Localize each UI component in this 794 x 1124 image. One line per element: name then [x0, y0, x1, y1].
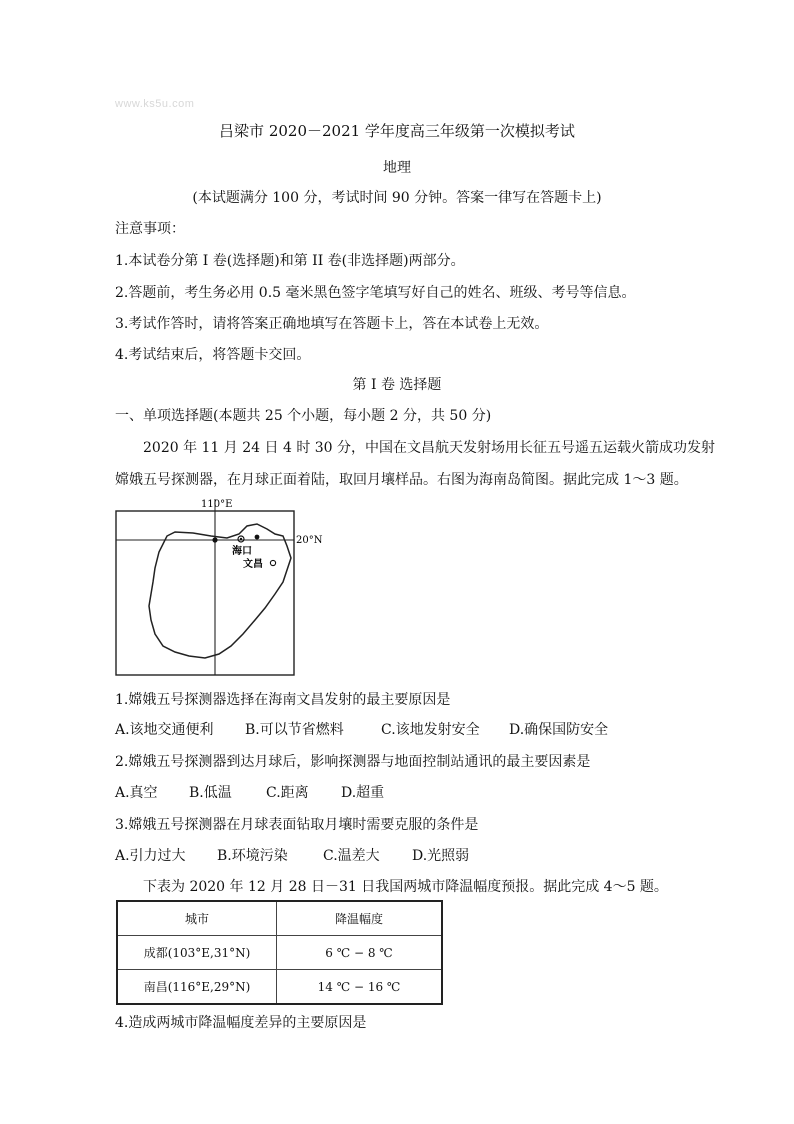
cooling-table	[116, 900, 443, 1005]
exam-subject: 地理	[383, 160, 411, 176]
option: D.光照弱	[412, 848, 470, 864]
wenchang-label: 文昌	[243, 559, 263, 570]
watermark: www.ks5u.com	[115, 98, 195, 110]
option: B.可以节省燃料	[245, 722, 344, 738]
table-cell: 南昌(116°E,29°N)	[117, 970, 277, 1005]
lat-label: 20°N	[296, 535, 323, 546]
point-marker	[212, 537, 217, 542]
wenchang-marker	[270, 560, 275, 565]
table-header-row	[117, 901, 442, 936]
question-stem: 4.造成两城市降温幅度差异的主要原因是	[115, 1015, 367, 1031]
question-stem: 3.嫦娥五号探测器在月球表面钻取月壤时需要克服的条件是	[115, 817, 479, 833]
question-stem: 2.嫦娥五号探测器到达月球后，影响探测器与地面控制站通讯的最主要因素是	[115, 754, 591, 770]
lon-label: 110°E	[201, 499, 233, 510]
intro-paragraph: 嫦娥五号探测器，在月球正面着陆，取回月壤样品。右图为海南岛简图。据此完成 1～3 题。	[115, 472, 688, 488]
question-stem: 1.嫦娥五号探测器选择在海南文昌发射的最主要原因是	[115, 692, 451, 708]
notice-item: 1.本试卷分第 I 卷(选择题)和第 II 卷(非选择题)两部分。	[115, 253, 465, 269]
notice-heading: 注意事项：	[115, 221, 185, 237]
option: C.温差大	[323, 848, 380, 864]
option: C.该地发射安全	[381, 722, 480, 738]
hainan-map	[115, 496, 323, 676]
option: A.引力过大	[115, 848, 186, 864]
exam-title: 吕梁市 2020－2021 学年度高三年级第一次模拟考试	[219, 122, 575, 140]
option: B.低温	[189, 785, 232, 801]
section-heading: 一、单项选择题(本题共 25 个小题，每小题 2 分，共 50 分)	[115, 408, 492, 424]
option: D.超重	[341, 785, 385, 801]
haikou-label: 海口	[232, 546, 252, 557]
option: A.该地交通便利	[115, 722, 214, 738]
table-row	[117, 970, 442, 1005]
notice-item: 3.考试作答时，请将答案正确地填写在答题卡上，答在本试卷上无效。	[115, 316, 549, 332]
table-header: 降温幅度	[277, 901, 443, 936]
table-cell: 14 ℃ − 16 ℃	[277, 970, 443, 1005]
option: C.距离	[266, 785, 309, 801]
intro-paragraph: 2020 年 11 月 24 日 4 时 30 分，中国在文昌航天发射场用长征五号遥五运载火箭成功发射	[143, 440, 716, 456]
notice-item: 4.考试结束后，将答题卡交回。	[115, 347, 311, 363]
table-cell: 6 ℃ − 8 ℃	[277, 936, 443, 970]
option: B.环境污染	[217, 848, 288, 864]
intro-paragraph: 下表为 2020 年 12 月 28 日－31 日我国两城市降温幅度预报。据此完成 4～5 题。	[143, 879, 668, 895]
notice-item: 2.答题前，考生务必用 0.5 毫米黑色签字笔填写好自己的姓名、班级、考号等信息。	[115, 285, 636, 301]
hainan-island-outline	[149, 524, 291, 658]
part1-heading: 第 I 卷 选择题	[352, 377, 442, 393]
table-row	[117, 936, 442, 970]
option: A.真空	[115, 785, 158, 801]
exam-note: (本试题满分 100 分，考试时间 90 分钟。答案一律写在答题卡上)	[192, 190, 602, 206]
table-header: 城市	[117, 901, 277, 936]
option: D.确保国防安全	[509, 722, 609, 738]
table-cell: 成都(103°E,31°N)	[117, 936, 277, 970]
